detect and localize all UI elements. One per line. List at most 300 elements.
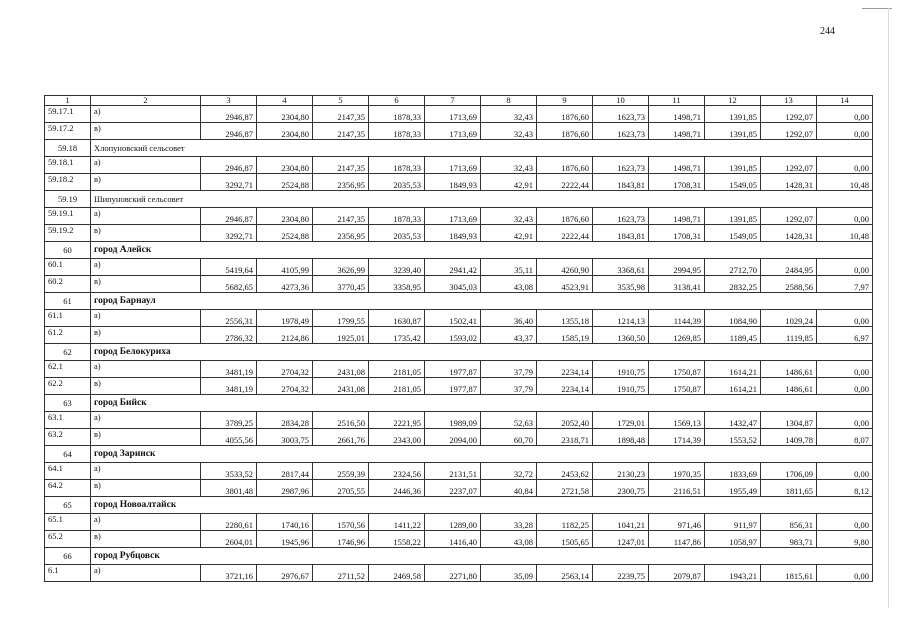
- table-row: [45, 412, 873, 429]
- value-cell: 1876,60: [537, 123, 593, 140]
- value-cell: 0,00: [817, 378, 873, 395]
- value-cell: 1740,16: [257, 514, 313, 531]
- value-cell: 0,00: [817, 412, 873, 429]
- value-cell: 2035,53: [369, 225, 425, 242]
- value-cell: 3045,03: [425, 276, 481, 293]
- value-cell: 2604,01: [201, 531, 257, 548]
- value-cell: 1553,52: [705, 429, 761, 446]
- section-code: 59.18: [45, 140, 91, 157]
- section-name: город Алейск: [91, 242, 873, 259]
- value-cell: 2946,87: [201, 157, 257, 174]
- value-cell: 1214,13: [593, 310, 649, 327]
- row-subitem: а): [91, 565, 201, 582]
- value-cell: 1735,42: [369, 327, 425, 344]
- value-cell: 1815,61: [761, 565, 817, 582]
- value-cell: 1391,85: [705, 208, 761, 225]
- value-cell: 2721,58: [537, 480, 593, 497]
- value-cell: 1623,73: [593, 123, 649, 140]
- value-cell: 3368,61: [593, 259, 649, 276]
- value-cell: 2712,70: [705, 259, 761, 276]
- row-subitem: а): [91, 514, 201, 531]
- table-row: [45, 429, 873, 446]
- value-cell: 2221,95: [369, 412, 425, 429]
- section-row: [45, 395, 873, 412]
- row-code: 62.1: [45, 361, 91, 378]
- column-header: 7: [425, 96, 481, 106]
- row-code: 63.2: [45, 429, 91, 446]
- section-code: 63: [45, 395, 91, 412]
- section-name: город Барнаул: [91, 293, 873, 310]
- value-cell: 1878,33: [369, 208, 425, 225]
- section-name: город Белокуриха: [91, 344, 873, 361]
- value-cell: 1955,49: [705, 480, 761, 497]
- value-cell: 2181,05: [369, 378, 425, 395]
- value-cell: 1502,41: [425, 310, 481, 327]
- value-cell: 2516,50: [313, 412, 369, 429]
- table-row: [45, 208, 873, 225]
- value-cell: 4260,90: [537, 259, 593, 276]
- table-row: [45, 225, 873, 242]
- value-cell: 4055,56: [201, 429, 257, 446]
- row-subitem: а): [91, 157, 201, 174]
- table-row: [45, 463, 873, 480]
- table-body: [45, 96, 873, 582]
- value-cell: 43,08: [481, 531, 537, 548]
- value-cell: 1292,07: [761, 157, 817, 174]
- value-cell: 33,28: [481, 514, 537, 531]
- value-cell: 2556,31: [201, 310, 257, 327]
- value-cell: 2786,32: [201, 327, 257, 344]
- value-cell: 1713,69: [425, 106, 481, 123]
- row-subitem: в): [91, 480, 201, 497]
- value-cell: 8,12: [817, 480, 873, 497]
- value-cell: 2469,58: [369, 565, 425, 582]
- value-cell: 1189,45: [705, 327, 761, 344]
- value-cell: 1569,13: [649, 412, 705, 429]
- value-cell: 8,07: [817, 429, 873, 446]
- value-cell: 2976,67: [257, 565, 313, 582]
- value-cell: 37,79: [481, 361, 537, 378]
- value-cell: 2817,44: [257, 463, 313, 480]
- value-cell: 2453,62: [537, 463, 593, 480]
- table-row: [45, 310, 873, 327]
- value-cell: 32,43: [481, 208, 537, 225]
- value-cell: 1977,87: [425, 361, 481, 378]
- value-cell: 1570,56: [313, 514, 369, 531]
- value-cell: 1391,85: [705, 123, 761, 140]
- value-cell: 2343,00: [369, 429, 425, 446]
- value-cell: 1849,93: [425, 174, 481, 191]
- column-header: 3: [201, 96, 257, 106]
- value-cell: 32,43: [481, 106, 537, 123]
- value-cell: 1269,85: [649, 327, 705, 344]
- value-cell: 911,97: [705, 514, 761, 531]
- row-subitem: а): [91, 412, 201, 429]
- value-cell: 1989,09: [425, 412, 481, 429]
- value-cell: 32,72: [481, 463, 537, 480]
- row-subitem: а): [91, 208, 201, 225]
- value-cell: 52,63: [481, 412, 537, 429]
- value-cell: 37,79: [481, 378, 537, 395]
- page-number: 244: [820, 26, 835, 37]
- value-cell: 1119,85: [761, 327, 817, 344]
- value-cell: 1304,87: [761, 412, 817, 429]
- value-cell: 5682,65: [201, 276, 257, 293]
- value-cell: 2147,35: [313, 157, 369, 174]
- value-cell: 2832,25: [705, 276, 761, 293]
- value-cell: 2035,53: [369, 174, 425, 191]
- value-cell: 0,00: [817, 514, 873, 531]
- header-row: [45, 96, 873, 106]
- row-subitem: в): [91, 123, 201, 140]
- value-cell: 4105,99: [257, 259, 313, 276]
- value-cell: 2304,80: [257, 157, 313, 174]
- value-cell: 3533,52: [201, 463, 257, 480]
- value-cell: 2661,76: [313, 429, 369, 446]
- value-cell: 3801,48: [201, 480, 257, 497]
- column-header: 11: [649, 96, 705, 106]
- value-cell: 2181,05: [369, 361, 425, 378]
- value-cell: 1549,05: [705, 174, 761, 191]
- value-cell: 2559,39: [313, 463, 369, 480]
- value-cell: 0,00: [817, 123, 873, 140]
- value-cell: 2704,32: [257, 361, 313, 378]
- table-row: [45, 531, 873, 548]
- value-cell: 1833,69: [705, 463, 761, 480]
- value-cell: 3003,75: [257, 429, 313, 446]
- column-header: 4: [257, 96, 313, 106]
- value-cell: 43,08: [481, 276, 537, 293]
- table-row: [45, 276, 873, 293]
- value-cell: 2079,87: [649, 565, 705, 582]
- value-cell: 1910,75: [593, 361, 649, 378]
- value-cell: 1878,33: [369, 157, 425, 174]
- value-cell: 3481,19: [201, 361, 257, 378]
- section-code: 66: [45, 548, 91, 565]
- section-row: [45, 191, 873, 208]
- value-cell: 2147,35: [313, 208, 369, 225]
- value-cell: 2994,95: [649, 259, 705, 276]
- value-cell: 1876,60: [537, 106, 593, 123]
- value-cell: 1058,97: [705, 531, 761, 548]
- section-code: 60: [45, 242, 91, 259]
- value-cell: 4523,91: [537, 276, 593, 293]
- column-header: 12: [705, 96, 761, 106]
- table-row: [45, 514, 873, 531]
- column-header: 5: [313, 96, 369, 106]
- value-cell: 2304,80: [257, 123, 313, 140]
- tariff-table: [44, 95, 873, 582]
- value-cell: 1978,49: [257, 310, 313, 327]
- value-cell: 1843,81: [593, 225, 649, 242]
- value-cell: 1182,25: [537, 514, 593, 531]
- row-code: 59.19.1: [45, 208, 91, 225]
- value-cell: 1614,21: [705, 361, 761, 378]
- value-cell: 3770,45: [313, 276, 369, 293]
- value-cell: 2239,75: [593, 565, 649, 582]
- value-cell: 1428,31: [761, 174, 817, 191]
- value-cell: 1247,01: [593, 531, 649, 548]
- value-cell: 1498,71: [649, 157, 705, 174]
- value-cell: 1977,87: [425, 378, 481, 395]
- value-cell: 6,97: [817, 327, 873, 344]
- value-cell: 1432,47: [705, 412, 761, 429]
- row-subitem: в): [91, 327, 201, 344]
- value-cell: 1147,86: [649, 531, 705, 548]
- row-subitem: а): [91, 463, 201, 480]
- table-row: [45, 565, 873, 582]
- column-header: 14: [817, 96, 873, 106]
- value-cell: 1706,09: [761, 463, 817, 480]
- value-cell: 1292,07: [761, 208, 817, 225]
- value-cell: 1505,65: [537, 531, 593, 548]
- value-cell: 1970,35: [649, 463, 705, 480]
- column-header: 13: [761, 96, 817, 106]
- value-cell: 1144,39: [649, 310, 705, 327]
- value-cell: 2563,14: [537, 565, 593, 582]
- table-row: [45, 157, 873, 174]
- value-cell: 2324,56: [369, 463, 425, 480]
- value-cell: 1614,21: [705, 378, 761, 395]
- table-row: [45, 327, 873, 344]
- value-cell: 2946,87: [201, 123, 257, 140]
- value-cell: 1360,50: [593, 327, 649, 344]
- value-cell: 1876,60: [537, 157, 593, 174]
- value-cell: 3481,19: [201, 378, 257, 395]
- value-cell: 2946,87: [201, 208, 257, 225]
- table-row: [45, 361, 873, 378]
- value-cell: 2705,55: [313, 480, 369, 497]
- row-code: 59.17.1: [45, 106, 91, 123]
- column-header: 6: [369, 96, 425, 106]
- value-cell: 3138,41: [649, 276, 705, 293]
- value-cell: 2356,95: [313, 225, 369, 242]
- value-cell: 1714,39: [649, 429, 705, 446]
- value-cell: 2304,80: [257, 106, 313, 123]
- row-subitem: в): [91, 276, 201, 293]
- value-cell: 2052,40: [537, 412, 593, 429]
- value-cell: 1878,33: [369, 123, 425, 140]
- section-row: [45, 344, 873, 361]
- value-cell: 1910,75: [593, 378, 649, 395]
- value-cell: 60,70: [481, 429, 537, 446]
- value-cell: 40,84: [481, 480, 537, 497]
- value-cell: 856,31: [761, 514, 817, 531]
- value-cell: 35,11: [481, 259, 537, 276]
- row-code: 64.1: [45, 463, 91, 480]
- value-cell: 1409,78: [761, 429, 817, 446]
- value-cell: 1713,69: [425, 123, 481, 140]
- value-cell: 1486,61: [761, 378, 817, 395]
- row-code: 62.2: [45, 378, 91, 395]
- section-name: Шипуновский сельсовет: [91, 191, 873, 208]
- value-cell: 2147,35: [313, 106, 369, 123]
- row-code: 65.2: [45, 531, 91, 548]
- row-code: 61.1: [45, 310, 91, 327]
- value-cell: 3239,40: [369, 259, 425, 276]
- value-cell: 3535,98: [593, 276, 649, 293]
- row-code: 65.1: [45, 514, 91, 531]
- section-code: 65: [45, 497, 91, 514]
- value-cell: 1799,55: [313, 310, 369, 327]
- value-cell: 1391,85: [705, 157, 761, 174]
- value-cell: 1925,01: [313, 327, 369, 344]
- value-cell: 2431,08: [313, 361, 369, 378]
- value-cell: 35,09: [481, 565, 537, 582]
- value-cell: 3626,99: [313, 259, 369, 276]
- value-cell: 2280,61: [201, 514, 257, 531]
- value-cell: 2222,44: [537, 174, 593, 191]
- column-header: 2: [91, 96, 201, 106]
- value-cell: 1558,22: [369, 531, 425, 548]
- value-cell: 3789,25: [201, 412, 257, 429]
- row-subitem: в): [91, 174, 201, 191]
- value-cell: 2147,35: [313, 123, 369, 140]
- value-cell: 2222,44: [537, 225, 593, 242]
- value-cell: 4273,36: [257, 276, 313, 293]
- value-cell: 0,00: [817, 106, 873, 123]
- row-code: 61.2: [45, 327, 91, 344]
- value-cell: 1708,31: [649, 174, 705, 191]
- value-cell: 2271,80: [425, 565, 481, 582]
- value-cell: 1498,71: [649, 208, 705, 225]
- value-cell: 1843,81: [593, 174, 649, 191]
- value-cell: 1355,18: [537, 310, 593, 327]
- value-cell: 0,00: [817, 310, 873, 327]
- column-header: 9: [537, 96, 593, 106]
- value-cell: 1943,21: [705, 565, 761, 582]
- value-cell: 1549,05: [705, 225, 761, 242]
- section-code: 59.19: [45, 191, 91, 208]
- value-cell: 2946,87: [201, 106, 257, 123]
- value-cell: 3292,71: [201, 174, 257, 191]
- row-subitem: в): [91, 225, 201, 242]
- value-cell: 0,00: [817, 208, 873, 225]
- row-code: 59.18.2: [45, 174, 91, 191]
- value-cell: 2524,88: [257, 225, 313, 242]
- row-subitem: а): [91, 361, 201, 378]
- value-cell: 3721,16: [201, 565, 257, 582]
- row-code: 59.19.2: [45, 225, 91, 242]
- section-code: 62: [45, 344, 91, 361]
- value-cell: 2116,51: [649, 480, 705, 497]
- table-row: [45, 480, 873, 497]
- row-code: 59.17.2: [45, 123, 91, 140]
- value-cell: 7,97: [817, 276, 873, 293]
- value-cell: 1750,87: [649, 361, 705, 378]
- value-cell: 1289,00: [425, 514, 481, 531]
- value-cell: 32,43: [481, 123, 537, 140]
- value-cell: 36,40: [481, 310, 537, 327]
- value-cell: 2941,42: [425, 259, 481, 276]
- section-name: город Бийск: [91, 395, 873, 412]
- value-cell: 1428,31: [761, 225, 817, 242]
- value-cell: 1750,87: [649, 378, 705, 395]
- value-cell: 2304,80: [257, 208, 313, 225]
- value-cell: 1811,65: [761, 480, 817, 497]
- column-header: 1: [45, 96, 91, 106]
- value-cell: 2237,07: [425, 480, 481, 497]
- section-name: город Заринск: [91, 446, 873, 463]
- row-code: 64.2: [45, 480, 91, 497]
- value-cell: 0,00: [817, 259, 873, 276]
- section-name: город Рубцовск: [91, 548, 873, 565]
- value-cell: 1713,69: [425, 208, 481, 225]
- value-cell: 1593,02: [425, 327, 481, 344]
- section-row: [45, 242, 873, 259]
- value-cell: 1416,40: [425, 531, 481, 548]
- table-row: [45, 259, 873, 276]
- value-cell: 32,43: [481, 157, 537, 174]
- value-cell: 1876,60: [537, 208, 593, 225]
- table-row: [45, 174, 873, 191]
- row-code: 59.18.1: [45, 157, 91, 174]
- value-cell: 1623,73: [593, 157, 649, 174]
- value-cell: 1084,90: [705, 310, 761, 327]
- row-code: 6.1: [45, 565, 91, 582]
- value-cell: 3292,71: [201, 225, 257, 242]
- value-cell: 2300,75: [593, 480, 649, 497]
- value-cell: 2356,95: [313, 174, 369, 191]
- section-row: [45, 497, 873, 514]
- value-cell: 0,00: [817, 157, 873, 174]
- value-cell: 1486,61: [761, 361, 817, 378]
- value-cell: 2234,14: [537, 361, 593, 378]
- value-cell: 2834,28: [257, 412, 313, 429]
- value-cell: 2446,36: [369, 480, 425, 497]
- row-code: 60.2: [45, 276, 91, 293]
- column-header: 10: [593, 96, 649, 106]
- row-subitem: в): [91, 378, 201, 395]
- section-row: [45, 548, 873, 565]
- section-row: [45, 446, 873, 463]
- value-cell: 1498,71: [649, 106, 705, 123]
- page-edge-shadow: [888, 8, 889, 608]
- value-cell: 1292,07: [761, 123, 817, 140]
- value-cell: 1041,21: [593, 514, 649, 531]
- value-cell: 1029,24: [761, 310, 817, 327]
- value-cell: 2588,56: [761, 276, 817, 293]
- value-cell: 1713,69: [425, 157, 481, 174]
- value-cell: 0,00: [817, 463, 873, 480]
- value-cell: 5419,64: [201, 259, 257, 276]
- value-cell: 2431,08: [313, 378, 369, 395]
- section-name: Хлопуновский сельсовет: [91, 140, 873, 157]
- value-cell: 3358,95: [369, 276, 425, 293]
- value-cell: 2131,51: [425, 463, 481, 480]
- value-cell: 2234,14: [537, 378, 593, 395]
- value-cell: 1708,31: [649, 225, 705, 242]
- value-cell: 1292,07: [761, 106, 817, 123]
- value-cell: 2711,52: [313, 565, 369, 582]
- value-cell: 2524,88: [257, 174, 313, 191]
- section-name: город Новоалтайск: [91, 497, 873, 514]
- column-header: 8: [481, 96, 537, 106]
- value-cell: 2094,00: [425, 429, 481, 446]
- value-cell: 1623,73: [593, 208, 649, 225]
- value-cell: 2484,95: [761, 259, 817, 276]
- value-cell: 1585,19: [537, 327, 593, 344]
- value-cell: 1411,22: [369, 514, 425, 531]
- value-cell: 43,37: [481, 327, 537, 344]
- value-cell: 0,00: [817, 361, 873, 378]
- section-row: [45, 140, 873, 157]
- value-cell: 1746,96: [313, 531, 369, 548]
- value-cell: 1945,96: [257, 531, 313, 548]
- value-cell: 10,48: [817, 174, 873, 191]
- value-cell: 2987,96: [257, 480, 313, 497]
- value-cell: 1630,87: [369, 310, 425, 327]
